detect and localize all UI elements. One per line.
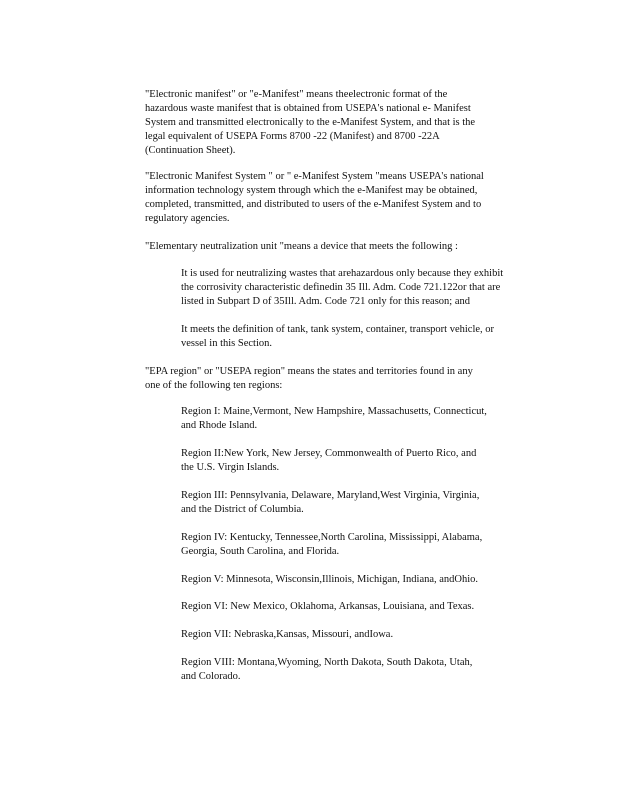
- text-line: Georgia, South Carolina, and Florida.: [181, 546, 340, 557]
- elementary-item-1: [181, 267, 531, 309]
- text-line: It is used for neutralizing wastes that arehazardous only because they exhibit: [181, 268, 504, 279]
- text-line: and Colorado.: [181, 671, 241, 682]
- definition-electronic-manifest: [145, 88, 531, 158]
- definition-elementary-neutralization-unit: [145, 240, 531, 254]
- text-line: the corrosivity characteristic definedin 35 Ill. Adm. Code 721.122or that are: [181, 282, 501, 293]
- region-1: [181, 405, 531, 433]
- text-line: and the District of Columbia.: [181, 504, 304, 515]
- text-line: Region IV: Kentucky, Tennessee,North Carolina, Mississippi, Alabama,: [181, 532, 483, 543]
- text-line: one of the following ten regions:: [145, 380, 283, 391]
- definition-electronic-manifest-system: [145, 170, 531, 226]
- text-line: vessel in this Section.: [181, 338, 272, 349]
- text-line: legal equivalent of USEPA Forms 8700 -22 (Manifest) and 8700 -22A: [145, 131, 440, 142]
- elementary-item-2: [181, 323, 531, 351]
- region-4: [181, 531, 531, 559]
- region-2: [181, 447, 531, 475]
- text-line: completed, transmitted, and distributed to users of the e-Manifest System and to: [145, 199, 482, 210]
- region-3: [181, 489, 531, 517]
- text-line: Region II:New York, New Jersey, Commonwealth of Puerto Rico, and: [181, 448, 477, 459]
- text-line: Region III: Pennsylvania, Delaware, Maryland,West Virginia, Virginia,: [181, 490, 480, 501]
- text-line: hazardous waste manifest that is obtained from USEPA's national e- Manifest: [145, 103, 471, 114]
- text-line: Region I: Maine,Vermont, New Hampshire, Massachusetts, Connecticut,: [181, 406, 487, 417]
- text-line: (Continuation Sheet).: [145, 145, 236, 156]
- text-line: regulatory agencies.: [145, 213, 230, 224]
- text-line: information technology system through which the e-Manifest may be obtained,: [145, 185, 478, 196]
- text-line: and Rhode Island.: [181, 420, 258, 431]
- text-line: Region VI: New Mexico, Oklahoma, Arkansas, Louisiana, and Texas.: [181, 601, 475, 612]
- definition-epa-region: [145, 365, 531, 393]
- text-line: "Electronic Manifest System " or " e-Manifest System "means USEPA's national: [145, 171, 484, 182]
- text-line: System and transmitted electronically to the e-Manifest System, and that is the: [145, 117, 476, 128]
- text-line: Region V: Minnesota, Wisconsin,Illinois, Michigan, Indiana, andOhio.: [181, 574, 479, 585]
- region-6: [181, 600, 531, 614]
- text-line: Region VII: Nebraska,Kansas, Missouri, andIowa.: [181, 629, 394, 640]
- text-line: It meets the definition of tank, tank system, container, transport vehicle, or: [181, 324, 495, 335]
- region-5: [181, 573, 531, 587]
- region-8: [181, 656, 531, 684]
- text-line: listed in Subpart D of 35Ill. Adm. Code 721 only for this reason; and: [181, 296, 471, 307]
- text-line: "EPA region" or "USEPA region" means the states and territories found in any: [145, 366, 473, 377]
- text-line: Region VIII: Montana,Wyoming, North Dakota, South Dakota, Utah,: [181, 657, 473, 668]
- text-line: "Elementary neutralization unit "means a device that meets the following :: [145, 241, 458, 252]
- region-7: [181, 628, 531, 642]
- text-line: the U.S. Virgin Islands.: [181, 462, 280, 473]
- text-line: "Electronic manifest" or "e-Manifest" means theelectronic format of the: [145, 89, 448, 100]
